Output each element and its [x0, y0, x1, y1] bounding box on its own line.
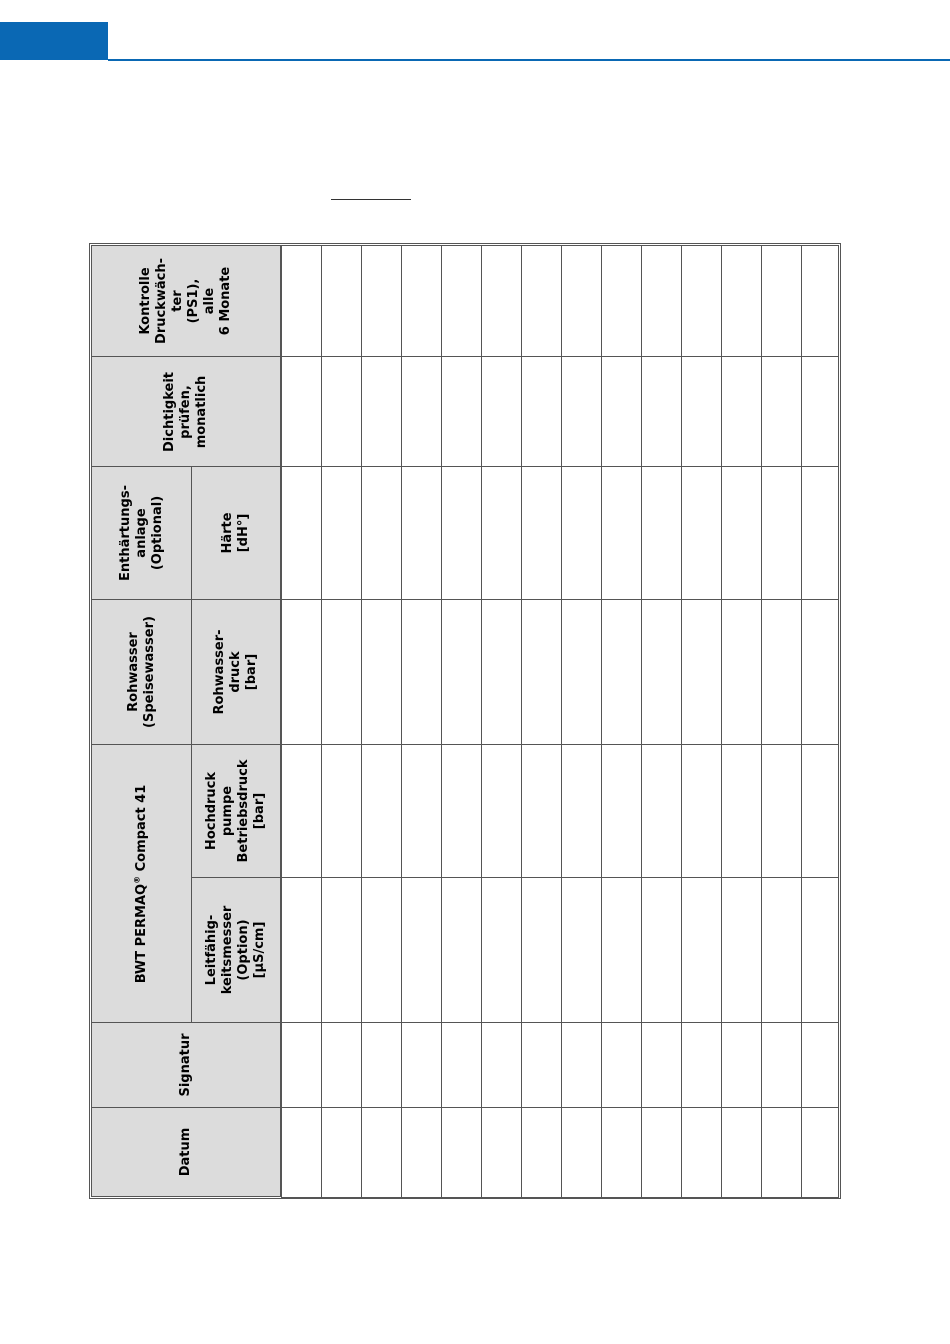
- entry-cell-datum[interactable]: [321, 1107, 362, 1198]
- entry-cell-dichtigkeit[interactable]: [401, 356, 442, 467]
- entry-cell-dichtigkeit[interactable]: [721, 356, 762, 467]
- entry-cell-kontrolle[interactable]: [601, 245, 642, 357]
- header-haerte: Härte [dH°]: [191, 466, 281, 600]
- underline-rule: [331, 199, 411, 200]
- entry-cell-dichtigkeit[interactable]: [361, 356, 402, 467]
- header-rohwasserdruck: Rohwasser- druck [bar]: [191, 599, 281, 745]
- entry-cell-leitfaehigkeit[interactable]: [561, 877, 602, 1023]
- entry-cell-kontrolle[interactable]: [481, 245, 522, 357]
- entry-cell-rohwasserdruck[interactable]: [401, 599, 442, 745]
- entry-cell-hochdruck[interactable]: [521, 744, 562, 878]
- header-signatur: Signatur: [91, 1022, 281, 1108]
- entry-cell-leitfaehigkeit[interactable]: [681, 877, 722, 1023]
- header-hochdruck: Hochdruck pumpe Betriebsdruck [bar]: [191, 744, 281, 878]
- entry-cell-leitfaehigkeit[interactable]: [481, 877, 522, 1023]
- entry-cell-rohwasserdruck[interactable]: [561, 599, 602, 745]
- entry-cell-dichtigkeit[interactable]: [281, 356, 322, 467]
- entry-cell-dichtigkeit[interactable]: [681, 356, 722, 467]
- entry-cell-signatur[interactable]: [361, 1022, 402, 1108]
- entry-cell-hochdruck[interactable]: [601, 744, 642, 878]
- entry-cell-dichtigkeit[interactable]: [441, 356, 482, 467]
- entry-cell-rohwasserdruck[interactable]: [801, 599, 839, 745]
- entry-cell-haerte[interactable]: [761, 466, 802, 600]
- entry-cell-dichtigkeit[interactable]: [481, 356, 522, 467]
- entry-cell-dichtigkeit[interactable]: [521, 356, 562, 467]
- entry-cell-signatur[interactable]: [401, 1022, 442, 1108]
- entry-cell-haerte[interactable]: [361, 466, 402, 600]
- entry-cell-leitfaehigkeit[interactable]: [601, 877, 642, 1023]
- entry-cell-signatur[interactable]: [561, 1022, 602, 1108]
- entry-cell-rohwasserdruck[interactable]: [721, 599, 762, 745]
- header-datum: Datum: [91, 1107, 281, 1197]
- entry-cell-kontrolle[interactable]: [401, 245, 442, 357]
- entry-cell-datum[interactable]: [681, 1107, 722, 1198]
- entry-cell-dichtigkeit[interactable]: [641, 356, 682, 467]
- entry-cell-leitfaehigkeit[interactable]: [801, 877, 839, 1023]
- entry-cell-rohwasserdruck[interactable]: [601, 599, 642, 745]
- entry-cell-haerte[interactable]: [641, 466, 682, 600]
- entry-cell-haerte[interactable]: [481, 466, 522, 600]
- entry-cell-leitfaehigkeit[interactable]: [721, 877, 762, 1023]
- entry-cell-hochdruck[interactable]: [761, 744, 802, 878]
- header-leitfaehigkeit: Leitfähig- keitsmesser (Option) [µS/cm]: [191, 877, 281, 1023]
- entry-cell-kontrolle[interactable]: [641, 245, 682, 357]
- entry-cell-signatur[interactable]: [281, 1022, 322, 1108]
- entry-cell-rohwasserdruck[interactable]: [681, 599, 722, 745]
- entry-cell-datum[interactable]: [401, 1107, 442, 1198]
- entry-cell-signatur[interactable]: [681, 1022, 722, 1108]
- entry-cell-kontrolle[interactable]: [561, 245, 602, 357]
- entry-cell-datum[interactable]: [641, 1107, 682, 1198]
- entry-cell-leitfaehigkeit[interactable]: [401, 877, 442, 1023]
- entry-cell-hochdruck[interactable]: [321, 744, 362, 878]
- header-bwt-group: BWT PERMAQ® Compact 41: [91, 744, 192, 1023]
- entry-cell-kontrolle[interactable]: [441, 245, 482, 357]
- entry-cell-leitfaehigkeit[interactable]: [521, 877, 562, 1023]
- header-blue-tab: [0, 22, 108, 60]
- entry-cell-kontrolle[interactable]: [801, 245, 839, 357]
- entry-cell-dichtigkeit[interactable]: [561, 356, 602, 467]
- entry-cell-dichtigkeit[interactable]: [761, 356, 802, 467]
- entry-cell-haerte[interactable]: [721, 466, 762, 600]
- entry-cell-haerte[interactable]: [521, 466, 562, 600]
- header-rule: [108, 59, 950, 61]
- entry-cell-hochdruck[interactable]: [441, 744, 482, 878]
- entry-cell-rohwasserdruck[interactable]: [481, 599, 522, 745]
- entry-cell-haerte[interactable]: [601, 466, 642, 600]
- header-rohwasser-group: Rohwasser (Speisewasser): [91, 599, 192, 745]
- header-enthaertung-group: Enthärtungs- anlage (Optional): [91, 466, 192, 600]
- entry-cell-signatur[interactable]: [441, 1022, 482, 1108]
- entry-cell-leitfaehigkeit[interactable]: [641, 877, 682, 1023]
- entry-cell-kontrolle[interactable]: [721, 245, 762, 357]
- entry-cell-haerte[interactable]: [801, 466, 839, 600]
- entry-cell-datum[interactable]: [801, 1107, 839, 1198]
- header-dichtigkeit: Dichtigkeit prüfen, monatlich: [91, 356, 281, 467]
- entry-cell-hochdruck[interactable]: [481, 744, 522, 878]
- entry-cell-haerte[interactable]: [441, 466, 482, 600]
- entry-cell-haerte[interactable]: [281, 466, 322, 600]
- entry-cell-kontrolle[interactable]: [761, 245, 802, 357]
- entry-cell-signatur[interactable]: [721, 1022, 762, 1108]
- entry-cell-leitfaehigkeit[interactable]: [441, 877, 482, 1023]
- entry-cell-rohwasserdruck[interactable]: [761, 599, 802, 745]
- entry-cell-signatur[interactable]: [521, 1022, 562, 1108]
- entry-cell-leitfaehigkeit[interactable]: [281, 877, 322, 1023]
- entry-cell-kontrolle[interactable]: [681, 245, 722, 357]
- entry-cell-datum[interactable]: [761, 1107, 802, 1198]
- entry-cell-hochdruck[interactable]: [561, 744, 602, 878]
- entry-cell-rohwasserdruck[interactable]: [281, 599, 322, 745]
- entry-cell-datum[interactable]: [721, 1107, 762, 1198]
- entry-cell-signatur[interactable]: [321, 1022, 362, 1108]
- entry-cell-dichtigkeit[interactable]: [801, 356, 839, 467]
- entry-cell-leitfaehigkeit[interactable]: [321, 877, 362, 1023]
- entry-cell-datum[interactable]: [521, 1107, 562, 1198]
- entry-cell-leitfaehigkeit[interactable]: [761, 877, 802, 1023]
- entry-cell-rohwasserdruck[interactable]: [441, 599, 482, 745]
- entry-cell-haerte[interactable]: [681, 466, 722, 600]
- entry-cell-dichtigkeit[interactable]: [601, 356, 642, 467]
- entry-cell-rohwasserdruck[interactable]: [361, 599, 402, 745]
- entry-cell-haerte[interactable]: [401, 466, 442, 600]
- entry-cell-hochdruck[interactable]: [681, 744, 722, 878]
- entry-cell-dichtigkeit[interactable]: [321, 356, 362, 467]
- entry-cell-kontrolle[interactable]: [321, 245, 362, 357]
- entry-cell-datum[interactable]: [441, 1107, 482, 1198]
- entry-cell-datum[interactable]: [561, 1107, 602, 1198]
- header-kontrolle: Kontrolle Druckwäch- ter (PS1), alle 6 Monate: [91, 245, 281, 357]
- entry-cell-kontrolle[interactable]: [521, 245, 562, 357]
- entry-cell-datum[interactable]: [601, 1107, 642, 1198]
- entry-cell-hochdruck[interactable]: [801, 744, 839, 878]
- entry-cell-hochdruck[interactable]: [361, 744, 402, 878]
- entry-cell-kontrolle[interactable]: [361, 245, 402, 357]
- entry-cell-haerte[interactable]: [561, 466, 602, 600]
- entry-cell-hochdruck[interactable]: [401, 744, 442, 878]
- entry-cell-rohwasserdruck[interactable]: [521, 599, 562, 745]
- entry-cell-signatur[interactable]: [481, 1022, 522, 1108]
- entry-cell-signatur[interactable]: [601, 1022, 642, 1108]
- entry-cell-hochdruck[interactable]: [641, 744, 682, 878]
- entry-cell-signatur[interactable]: [761, 1022, 802, 1108]
- entry-cell-haerte[interactable]: [321, 466, 362, 600]
- entry-cell-datum[interactable]: [481, 1107, 522, 1198]
- entry-cell-hochdruck[interactable]: [721, 744, 762, 878]
- entry-cell-rohwasserdruck[interactable]: [641, 599, 682, 745]
- entry-cell-datum[interactable]: [361, 1107, 402, 1198]
- entry-cell-signatur[interactable]: [641, 1022, 682, 1108]
- entry-cell-hochdruck[interactable]: [281, 744, 322, 878]
- entry-cell-rohwasserdruck[interactable]: [321, 599, 362, 745]
- entry-cell-leitfaehigkeit[interactable]: [361, 877, 402, 1023]
- entry-cell-datum[interactable]: [281, 1107, 322, 1198]
- entry-cell-kontrolle[interactable]: [281, 245, 322, 357]
- entry-cell-signatur[interactable]: [801, 1022, 839, 1108]
